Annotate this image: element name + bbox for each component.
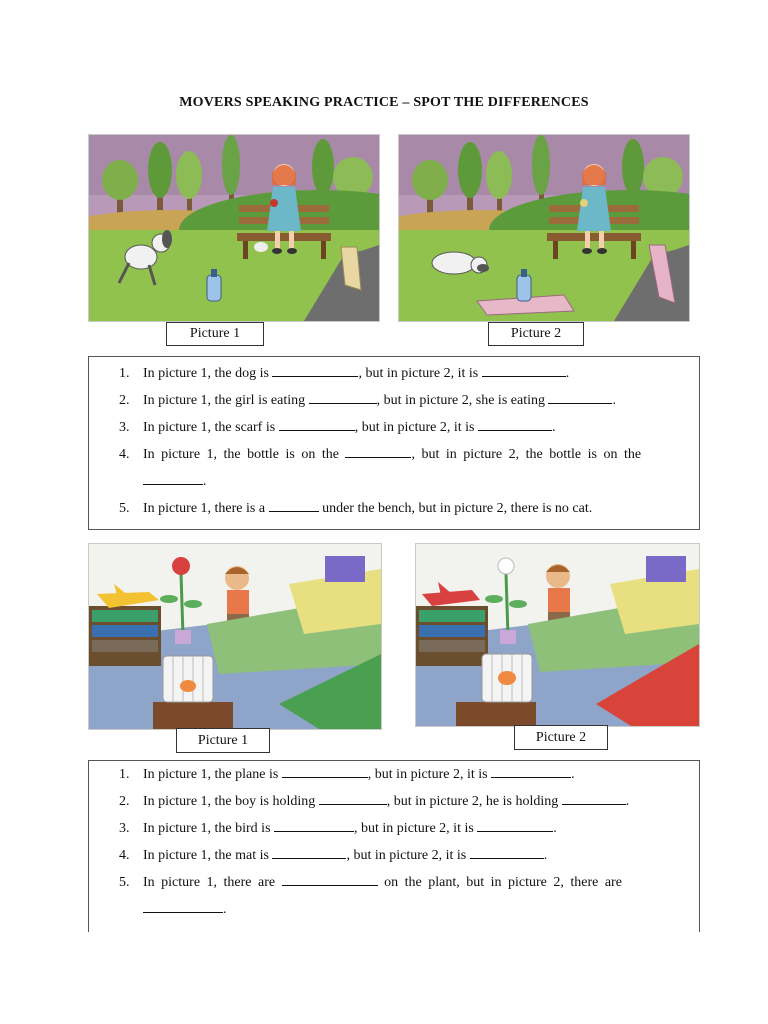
park-picture-1 <box>88 134 380 322</box>
question-text: , but in picture 2, it is <box>354 821 478 836</box>
question-number: 4. <box>119 848 130 863</box>
question-text: . <box>543 848 548 863</box>
room-caption-1: Picture 1 <box>176 728 270 753</box>
room-picture-1 <box>88 543 382 730</box>
question-text: In picture 1, the bottle is on the <box>143 447 346 462</box>
answer-blank[interactable] <box>345 443 411 458</box>
answer-blank[interactable] <box>279 416 355 431</box>
page-title: MOVERS SPEAKING PRACTICE – SPOT THE DIFFERENCES <box>179 95 589 110</box>
question-text: . <box>571 767 575 782</box>
question-number: 3. <box>119 420 130 435</box>
question-text: . <box>612 393 616 408</box>
answer-blank[interactable] <box>282 871 378 886</box>
park-question-4 <box>119 441 689 495</box>
question-number: 3. <box>119 821 130 836</box>
question-number: 5. <box>119 501 130 516</box>
answer-blank[interactable] <box>272 844 346 859</box>
question-text: , but in picture 2, she is eating <box>376 393 549 408</box>
park-picture-2 <box>398 134 690 322</box>
question-text: under the bench, but in picture 2, there is no cat. <box>318 501 593 516</box>
room-caption-2: Picture 2 <box>514 725 608 750</box>
answer-blank[interactable] <box>319 790 387 805</box>
park-caption-1: Picture 1 <box>166 322 264 346</box>
question-text: , but in picture 2, it is <box>367 767 492 782</box>
room-question-4 <box>119 842 689 869</box>
answer-blank[interactable] <box>274 817 354 832</box>
question-text: . <box>223 902 227 917</box>
answer-blank[interactable] <box>482 362 566 377</box>
answer-blank[interactable] <box>143 470 203 485</box>
question-text: In picture 1, the girl is eating <box>143 393 309 408</box>
room-picture-2 <box>415 543 700 727</box>
question-number: 5. <box>119 875 130 890</box>
question-number: 1. <box>119 366 130 381</box>
park-question-2 <box>119 387 689 414</box>
question-text: . <box>625 794 630 809</box>
answer-blank[interactable] <box>269 497 319 512</box>
room-question-1 <box>119 761 689 788</box>
park-question-3 <box>119 414 689 441</box>
answer-blank[interactable] <box>470 844 544 859</box>
question-number: 4. <box>119 447 130 462</box>
answer-blank[interactable] <box>282 763 368 778</box>
question-text: In picture 1, the boy is holding <box>143 794 319 809</box>
question-number: 1. <box>119 767 130 782</box>
answer-blank[interactable] <box>548 389 612 404</box>
park-questions-box <box>88 356 700 530</box>
question-text: , but in picture 2, it is <box>358 366 482 381</box>
question-text: . <box>565 366 570 381</box>
answer-blank[interactable] <box>491 763 571 778</box>
question-text: In picture 1, the bird is <box>143 821 275 836</box>
park-question-5 <box>119 495 689 522</box>
room-question-5 <box>119 869 689 923</box>
answer-blank[interactable] <box>562 790 626 805</box>
room-questions-box <box>88 760 700 932</box>
answer-blank[interactable] <box>477 817 553 832</box>
question-text: , but in picture 2, it is <box>354 420 478 435</box>
park-question-1 <box>119 360 689 387</box>
answer-blank[interactable] <box>143 898 223 913</box>
answer-blank[interactable] <box>309 389 377 404</box>
answer-blank[interactable] <box>478 416 552 431</box>
question-text: In picture 1, there are <box>143 875 282 890</box>
question-number: 2. <box>119 794 130 809</box>
question-text: , but in picture 2, the bottle is on the <box>411 447 642 462</box>
question-text: . <box>551 420 556 435</box>
answer-blank[interactable] <box>272 362 358 377</box>
question-text: on the plant, but in picture 2, there are <box>377 875 622 890</box>
room-question-2 <box>119 788 689 815</box>
question-text: In picture 1, the plane is <box>143 767 282 782</box>
question-number: 2. <box>119 393 130 408</box>
room-question-3 <box>119 815 689 842</box>
question-text: . <box>553 821 557 836</box>
question-text: . <box>203 474 207 489</box>
question-text: , but in picture 2, he is holding <box>386 794 562 809</box>
question-text: In picture 1, the dog is <box>143 366 273 381</box>
question-text: In picture 1, the scarf is <box>143 420 279 435</box>
question-text: In picture 1, the mat is <box>143 848 273 863</box>
question-text: , but in picture 2, it is <box>346 848 470 863</box>
park-caption-2: Picture 2 <box>488 322 584 346</box>
question-text: In picture 1, there is a <box>143 501 269 516</box>
